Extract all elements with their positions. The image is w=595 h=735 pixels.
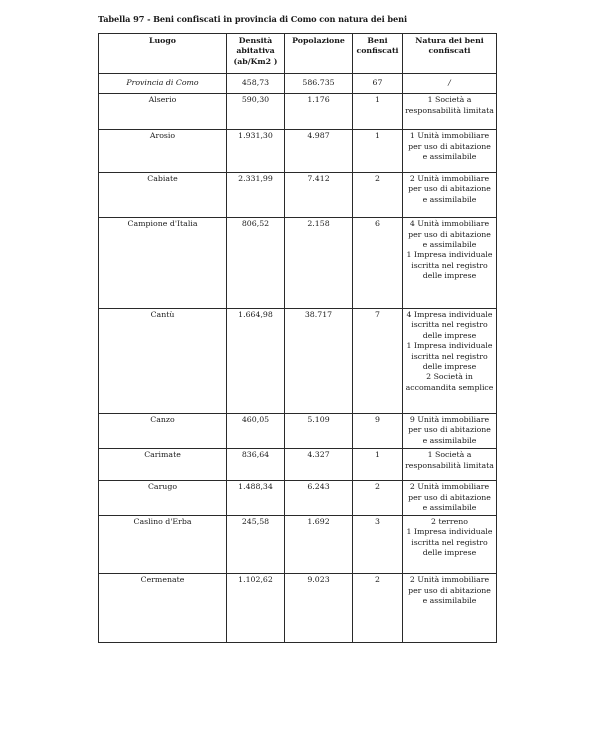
row-natura: [403, 172, 497, 217]
table-row: [99, 94, 497, 130]
provincia-natura: /: [403, 74, 497, 94]
row-popolazione: 38.717: [285, 308, 353, 413]
row-beni: 7: [353, 308, 403, 413]
natura-entry: 4 Impresa individuale iscritta nel registro delle imprese: [406, 309, 493, 340]
row-popolazione: 1.692: [285, 515, 353, 573]
table-row: [99, 481, 497, 516]
provincia-beni: 67: [353, 74, 403, 94]
row-densita: 806,52: [227, 218, 285, 309]
provincia-densita: 458,73: [227, 74, 285, 94]
row-popolazione: 4.987: [285, 130, 353, 172]
row-natura: [403, 481, 497, 516]
row-beni: 1: [353, 449, 403, 481]
row-densita: 590,30: [227, 94, 285, 130]
table-row: [99, 413, 497, 448]
natura-entry: 1 Società a responsabilità limitata: [405, 450, 494, 470]
row-popolazione: 4.327: [285, 449, 353, 481]
natura-entry: 9 Unità immobiliare per uso di abitazione e assimilabile: [408, 414, 491, 445]
row-luogo: Carimate: [99, 449, 227, 481]
row-densita: 460,05: [227, 413, 285, 448]
row-natura: [403, 308, 497, 413]
table-row: [99, 308, 497, 413]
row-popolazione: 2.158: [285, 218, 353, 309]
row-beni: 1: [353, 130, 403, 172]
header-luogo: Luogo: [99, 34, 227, 74]
provincia-luogo: Provincia di Como: [99, 74, 227, 94]
row-popolazione: 5.109: [285, 413, 353, 448]
natura-entry: 2 Unità immobiliare per uso di abitazione e assimilabile: [408, 173, 491, 204]
row-densita: 1.488,34: [227, 481, 285, 516]
row-densita: 1.102,62: [227, 574, 285, 643]
row-densita: 836,64: [227, 449, 285, 481]
row-popolazione: 1.176: [285, 94, 353, 130]
row-natura: [403, 130, 497, 172]
row-natura: [403, 449, 497, 481]
row-beni: 1: [353, 94, 403, 130]
row-popolazione: 9.023: [285, 574, 353, 643]
row-natura: [403, 515, 497, 573]
natura-entry: 4 Unità immobiliare per uso di abitazione e assimilabile: [408, 219, 491, 249]
provincia-row: [99, 74, 497, 94]
row-beni: 2: [353, 481, 403, 516]
row-densita: 2.331,99: [227, 172, 285, 217]
provincia-popolazione: 586.735: [285, 74, 353, 94]
header-row: [99, 34, 497, 74]
row-luogo: Cabiate: [99, 172, 227, 217]
row-beni: 3: [353, 515, 403, 573]
header-popolazione: Popolazione: [285, 34, 353, 74]
table-row: [99, 218, 497, 309]
row-beni: 6: [353, 218, 403, 309]
natura-entry: 1 Impresa individuale iscritta nel registro delle imprese: [406, 527, 493, 558]
natura-entry: 1 Unità immobiliare per uso di abitazione e assimilabile: [408, 131, 491, 162]
row-luogo: Cantù: [99, 308, 227, 413]
row-luogo: Cermenate: [99, 574, 227, 643]
row-natura: [403, 413, 497, 448]
row-luogo: Carugo: [99, 481, 227, 516]
table-body: [99, 94, 497, 643]
row-luogo: Alserio: [99, 94, 227, 130]
table-row: [99, 449, 497, 481]
table-caption: Tabella 97 - Beni confiscati in provincia di Como con natura dei beni: [98, 14, 407, 24]
natura-entry: 2 Società in accomandita semplice: [405, 372, 494, 392]
row-beni: 2: [353, 172, 403, 217]
row-natura: [403, 94, 497, 130]
natura-entry: 1 Impresa individuale iscritta nel registro delle imprese: [406, 250, 493, 281]
row-natura: [403, 574, 497, 643]
natura-entry: 2 terreno: [431, 516, 468, 526]
row-popolazione: 7.412: [285, 172, 353, 217]
row-luogo: Caslino d'Erba: [99, 515, 227, 573]
row-popolazione: 6.243: [285, 481, 353, 516]
header-beni: Beni confiscati: [353, 34, 403, 74]
row-beni: 2: [353, 574, 403, 643]
table-row: [99, 172, 497, 217]
natura-entry: 2 Unità immobiliare per uso di abitazione e assimilabile: [408, 482, 491, 513]
beni-confiscati-table: [98, 33, 497, 643]
row-densita: 1.664,98: [227, 308, 285, 413]
table-row: [99, 574, 497, 643]
row-densita: 1.931,30: [227, 130, 285, 172]
row-luogo: Campione d'Italia: [99, 218, 227, 309]
row-densita: 245,58: [227, 515, 285, 573]
natura-entry: 1 Impresa individuale iscritta nel registro delle imprese: [406, 341, 493, 371]
header-densita: Densità abitativa (ab/Km2 ): [227, 34, 285, 74]
table-row: [99, 515, 497, 573]
row-luogo: Arosio: [99, 130, 227, 172]
natura-entry: 2 Unità immobiliare per uso di abitazione e assimilabile: [408, 575, 491, 606]
header-natura: Natura dei beni confiscati: [403, 34, 497, 74]
natura-entry: 1 Società a responsabilità limitata: [405, 95, 494, 115]
row-beni: 9: [353, 413, 403, 448]
row-natura: [403, 218, 497, 309]
row-luogo: Canzo: [99, 413, 227, 448]
table-row: [99, 130, 497, 172]
